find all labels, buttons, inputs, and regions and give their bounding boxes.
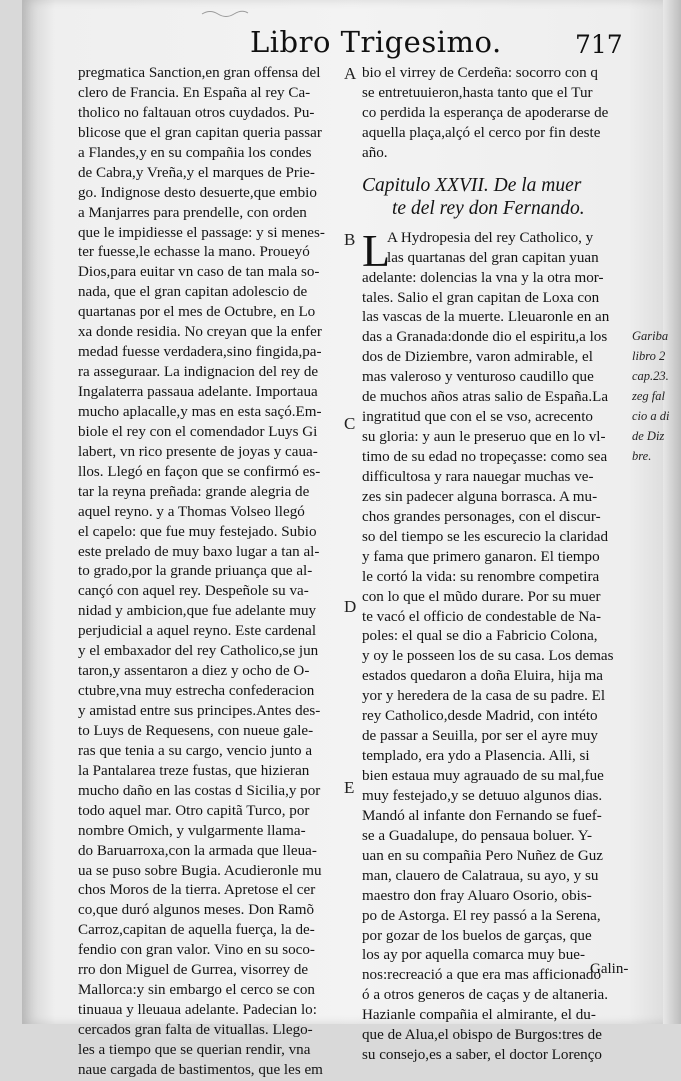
text-line: ra asseguraar. La indignacion del rey de xyxy=(78,364,319,381)
text-line: mas valeroso y venturoso caudillo que xyxy=(362,369,594,386)
page-number: 717 xyxy=(575,30,623,59)
text-line: tinuaua y lleuaua adelante. Padecian lo: xyxy=(78,1002,317,1019)
left-column xyxy=(78,64,344,1081)
text-line: mucho aplacalle,y mas en esta saçó.Em- xyxy=(78,403,322,420)
text-line: te vacó el officio de condestable de Na- xyxy=(362,608,602,625)
text-line: se a Guadalupe, do pensaua boluer. Y- xyxy=(362,827,592,844)
catchword: Galin- xyxy=(590,961,629,977)
text-line: medad fuesse verdadera,sino fingida,pa- xyxy=(78,344,322,361)
text-line: nada, que el gran capitan adolescio de xyxy=(78,284,308,301)
text-line: chos grandes personages, con el discur- xyxy=(362,508,601,525)
text-line: las vascas de la muerte. Lleuaronle en an xyxy=(362,309,610,326)
text-line: cercados gran falta de vituallas. Llego- xyxy=(78,1022,313,1038)
running-head: Libro Trigesimo. xyxy=(250,25,502,59)
text-line: poles: el qual se dio a Fabricio Colona, xyxy=(362,628,598,645)
text-line: llos. Llegó en façon que se confirmó es- xyxy=(78,463,321,480)
text-line: mucho daño en las costas d Sicilia,y por xyxy=(78,782,321,799)
text-line: con lo que el mũdo durare. Por su muer xyxy=(362,588,601,605)
text-line: nos:recreació a que era mas afficionado xyxy=(362,967,602,984)
text-line: de muchos años atras salio de España.La xyxy=(362,389,609,406)
text-line: libro 2 xyxy=(632,348,666,363)
section-marker: A xyxy=(344,64,357,83)
text-line: zes sin padecer alguna borrasca. A mu- xyxy=(362,488,598,505)
text-line: fendio con gran valor. Vino en su soco- xyxy=(78,942,315,959)
text-line: pregmatica Sanction,en gran offensa del xyxy=(78,65,321,81)
text-line: cançó con aquel rey. Despeñole su va- xyxy=(78,583,309,600)
text-line: chos Moros de la tierra. Apretose el cer xyxy=(78,882,316,899)
text-line: ter fuesse,le echasse la mano. Proueyó xyxy=(78,244,310,261)
text-line: bre. xyxy=(632,448,652,463)
text-line: maestro don fray Aluaro Osorio, obis- xyxy=(362,887,592,904)
text-line: dos de Diziembre, varon admirable, el xyxy=(362,349,593,366)
section-marker: B xyxy=(344,230,356,249)
text-line: timo de su edad no tropeçasse: como sea xyxy=(362,449,608,465)
right-column xyxy=(362,64,624,1066)
text-line: adelante: dolencias la vna y la otra mor- xyxy=(362,269,604,286)
text-line: perjudicial a aquel reyno. Este cardenal xyxy=(78,623,317,640)
text-line: de Cabra,y Vreña,y el marques de Prie- xyxy=(78,164,315,181)
text-line: difficultosa y rara nauegar muchas ve- xyxy=(362,468,594,485)
text-line: su consejo,es a saber, el doctor Lorenço xyxy=(362,1047,602,1064)
text-line: nidad y ambicion,que fue adelante muy xyxy=(78,603,317,620)
section-marker: E xyxy=(344,778,355,797)
text-line: a Manjarres para prendelle, con orden xyxy=(78,204,307,221)
text-line: labert, vn rico presente de joyas y caua- xyxy=(78,443,318,460)
text-line: yor y heredera de la casa de su padre. El xyxy=(362,688,606,705)
text-line: xa donde residia. No creyan que la enfer xyxy=(78,324,322,341)
text-line: y oy le posseen los de su casa. Los demas xyxy=(362,648,614,665)
text-line: les a tiempo que se querian rendir, vna xyxy=(78,1041,311,1058)
text-line: das a Granada:donde dio el espiritu,a los xyxy=(362,329,608,346)
text-line: templado, era ydo a Plasencia. Alli, si xyxy=(362,748,590,765)
text-line: le cortó la vida: su renombre competira xyxy=(362,568,600,585)
chapter-heading-line: te del rey don Fernando. xyxy=(392,197,585,219)
text-line: zeg fal xyxy=(632,388,665,403)
text-line: nombre Omich, y vulgarmente llama- xyxy=(78,822,306,839)
text-line: de Diz xyxy=(632,428,665,443)
text-line: blicose que el gran capitan queria passar xyxy=(78,124,322,141)
text-line: do Baruarroxa,con la armada que lleua- xyxy=(78,842,317,859)
text-line: co perdida la esperança de apoderarse de xyxy=(362,104,609,121)
text-line: por gozar de los buelos de garças, que xyxy=(362,927,592,944)
text-line: a Flandes,y en su compañia los condes xyxy=(78,144,312,161)
text-line: ó a otros generos de caças y de altaneria. xyxy=(362,987,608,1004)
text-line: cio a di xyxy=(632,408,670,423)
drop-cap: L xyxy=(362,224,391,276)
text-line: todo aquel mar. Otro capitã Turco, por xyxy=(78,802,310,819)
text-line: quartanas por el mes de Octubre, en Lo xyxy=(78,304,316,321)
text-line: rro don Miguel de Gurrea, visorrey de xyxy=(78,962,309,979)
chapter-heading-line: Capitulo XXVII. De la muer xyxy=(362,174,582,196)
paragraph-opening xyxy=(362,224,624,276)
text-line: cap.23. xyxy=(632,368,669,383)
text-line: de passar a Seuilla, por ser el ayre muy xyxy=(362,728,598,745)
ornament-flourish-icon xyxy=(200,8,250,18)
text-line: uan en su compañia Pero Nuñez de Guz xyxy=(362,847,603,864)
text-line: se entretuuieron,hasta tanto que el Tur xyxy=(362,84,593,101)
text-line: to grado,por la grande priuança que al- xyxy=(78,563,313,580)
text-line: rey Catholico,desde Madrid, con intéto xyxy=(362,708,598,725)
section-marker: D xyxy=(344,597,357,616)
text-line: Gariba xyxy=(632,329,669,343)
text-line: este prelado de muy baxo lugar a tan al- xyxy=(78,543,320,560)
text-line: naue cargada de bastimentos, que les em xyxy=(78,1061,323,1078)
chapter-heading xyxy=(362,174,624,220)
text-line: tales. Salio el gran capitan de Loxa con xyxy=(362,289,600,306)
text-line: A Hydropesia del rey Catholico, y xyxy=(387,229,594,246)
text-line: co,que duró algunos meses. Don Ramõ xyxy=(78,902,315,919)
text-line: taron,y assentaron a diez y ocho de O- xyxy=(78,663,310,680)
text-line: la Pantalarea treze fustas, que hizieran xyxy=(78,762,310,779)
text-line: y el embaxador del rey Catholico,se jun xyxy=(78,643,319,660)
text-line: aquel reyno. y a Thomas Volseo llegó xyxy=(78,503,305,520)
text-line: aquella plaça,alçó el cerco por fin deste xyxy=(362,124,601,141)
text-line: biole el rey con el comendador Luys Gi xyxy=(78,423,318,440)
text-line: clero de Francia. En España al rey Ca- xyxy=(78,84,311,101)
text-line: bien estaua muy agrauado de su mal,fue xyxy=(362,768,604,784)
text-line: Mallorca:y sin embargo el cerco se con xyxy=(78,982,315,999)
text-line: estados quedaron a doña Eluira, hija ma xyxy=(362,668,603,685)
text-line: que le impidiesse el passage: y si menes- xyxy=(78,224,325,241)
text-line: su gloria: y aun le preseruo que en lo vl- xyxy=(362,429,606,446)
text-line: las quartanas del gran capitan yuan xyxy=(387,249,599,266)
text-line: el capelo: que fue muy festejado. Subio xyxy=(78,523,317,540)
text-line: ras que tenia a su cargo, vencio junto a xyxy=(78,742,313,759)
text-line: Ingalaterra passaua adelante. Importaua xyxy=(78,384,318,400)
text-line: Hazianle compañia el almirante, el du- xyxy=(362,1007,596,1024)
text-line: ingratitud que con el se vso, acrecento xyxy=(362,409,593,426)
text-line: so del tiempo se les escurecio la claridad xyxy=(362,528,609,545)
text-line: po de Astorga. El rey passó a la Serena, xyxy=(362,907,601,924)
text-line: Mandó al infante don Fernando se fuef- xyxy=(362,807,602,824)
text-line: ctubre,vna muy estrecha confederacion xyxy=(78,683,315,700)
text-line: Carroz,capitan de aquella fuerça, la de- xyxy=(78,922,315,939)
text-line: man, clauero de Calatraua, su ayo, y su xyxy=(362,867,599,884)
text-line: to Luys de Requesens, con nueue gale- xyxy=(78,722,314,739)
text-line: que de Alua,el obispo de Burgos:tres de xyxy=(362,1027,602,1044)
text-line: go. Indignose desto desuerte,que embio xyxy=(78,184,317,201)
section-marker: C xyxy=(344,414,356,433)
text-line: tholico no faltauan otros cuydados. Pu- xyxy=(78,104,315,121)
text-line: año. xyxy=(362,144,388,161)
text-line: y amistad entre sus principes.Antes des- xyxy=(78,703,321,719)
text-line: ua se puso sobre Bugia. Acudieronle mu xyxy=(78,862,322,879)
text-line: bio el virrey de Cerdeña: socorro con q xyxy=(362,65,598,81)
text-line: los ay por aquella comarca muy bue- xyxy=(362,947,585,964)
text-line: muy festejado,y se detuuo algunos dias. xyxy=(362,787,603,804)
text-line: Dios,para euitar vn caso de tan mala so- xyxy=(78,264,320,281)
margin-note xyxy=(632,327,670,467)
text-line: y fama que primero ganaron. El tiempo xyxy=(362,548,600,565)
page-edge xyxy=(663,0,681,1024)
text-line: tar la reyna preñada: grande alegria de xyxy=(78,483,310,500)
